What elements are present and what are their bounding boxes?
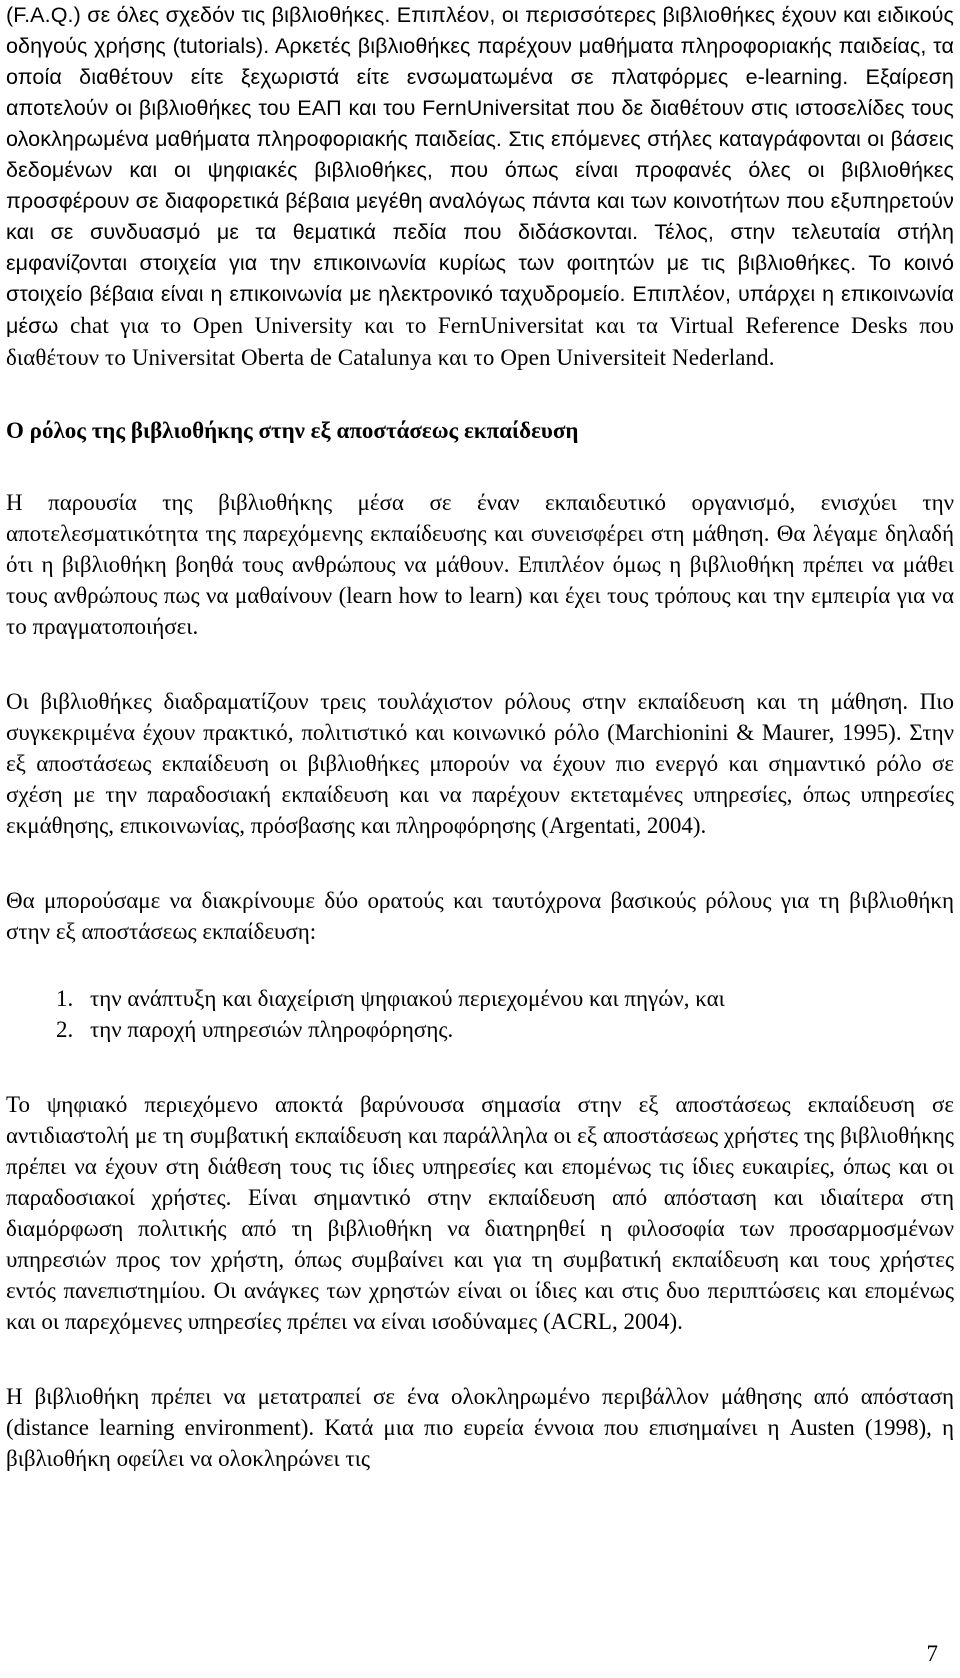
list-item-number: 1. bbox=[56, 986, 74, 1011]
list-item-number: 2. bbox=[56, 1017, 74, 1042]
page-number: 7 bbox=[926, 1641, 938, 1666]
list-item bbox=[56, 983, 954, 1014]
roles-list bbox=[6, 983, 954, 1045]
document-page bbox=[6, 0, 954, 1474]
list-item bbox=[56, 1014, 954, 1045]
paragraph-two-roles-intro: Θα μπορούσαμε να διακρίνουμε δύο ορατούς και ταυτόχρονα βασικούς ρόλους για τη βιβλιοθήκη στην εξ αποστάσεως εκπαίδευση: bbox=[6, 888, 954, 944]
paragraph-faq-tutorials-continuation: chat για το Open University και το FernUniversitat και τα Virtual Reference Desks που διαθέτουν το Universitat Oberta de Catalunya και το Open Universiteit Nederland. bbox=[6, 313, 954, 370]
paragraph-learning-environment: Η βιβλιοθήκη πρέπει να μετατραπεί σε ένα ολοκληρωμένο περιβάλλον μάθησης από απόσταση (distance learning environment). Κατά μια πιο ευρεία έννοια που επισημαίνει η Austen (1998), η βιβλιοθήκη οφείλει να ολοκληρώνει τις bbox=[6, 1384, 954, 1471]
list-item-text: την ανάπτυξη και διαχείριση ψηφιακού περιεχομένου και πηγών, και bbox=[90, 986, 725, 1011]
section-heading: Ο ρόλος της βιβλιοθήκης στην εξ αποστάσεως εκπαίδευση bbox=[6, 418, 579, 443]
paragraph-faq-tutorials bbox=[6, 0, 954, 374]
paragraph-library-presence: Η παρουσία της βιβλιοθήκης μέσα σε έναν εκπαιδευτικό οργανισμό, ενισχύει την αποτελεσματικότητα της παρεχόμενης εκπαίδευσης και συνεισφέρει στη μάθηση. Θα λέγαμε δηλαδή ότι η βιβλιοθήκη βοηθά τους ανθρώπους να μάθουν. Επιπλέον όμως η βιβλιοθήκη πρέπει να μάθει τους ανθρώπους πως να μαθαίνουν (learn how to learn) και έχει τους τρόπους και την εμπειρία για να το πραγματοποιήσει. bbox=[6, 490, 954, 639]
paragraph-digital-content: Το ψηφιακό περιεχόμενο αποκτά βαρύνουσα σημασία στην εξ αποστάσεως εκπαίδευση σε αντιδιαστολή με τη συμβατική εκπαίδευση και παράλληλα οι εξ αποστάσεως χρήστες της βιβλιοθήκης πρέπει να έχουν στη διάθεση τους τις ίδιες υπηρεσίες και επομένως τις ίδιες ευκαιρίες, όπως και οι παραδοσιακοί χρήστες. Είναι σημαντικό στην εκπαίδευση από απόσταση και ιδιαίτερα στη διαμόρφωση πολιτικής από τη βιβλιοθήκη να διατηρηθεί η φιλοσοφία των προσαρμοσμένων υπηρεσιών προς τον χρήστη, όπως συμβαίνει και για τη συμβατική εκπαίδευση και τους χρήστες εντός πανεπιστημίου. Οι ανάγκες των χρηστών είναι οι ίδιες και στις δυο περιπτώσεις και επομένως και οι παρεχόμενες υπηρεσίες πρέπει να είναι ισοδύναμες (ACRL, 2004). bbox=[6, 1092, 954, 1334]
paragraph-library-roles: Οι βιβλιοθήκες διαδραματίζουν τρεις τουλάχιστον ρόλους στην εκπαίδευση και τη μάθηση. Πιο συγκεκριμένα έχουν πρακτικό, πολιτιστικό και κοινωνικό ρόλο (Marchionini & Maurer, 1995). Στην εξ αποστάσεως εκπαίδευση οι βιβλιοθήκες μπορούν να έχουν πιο ενεργό και σημαντικό ρόλο σε σχέση με την παραδοσιακή εκπαίδευση και να παρέχουν εκτεταμένες υπηρεσίες, όπως υπηρεσίες εκμάθησης, επικοινωνίας, πρόσβασης και πληροφόρησης (Argentati, 2004). bbox=[6, 689, 954, 838]
paragraph-faq-tutorials-text: (F.A.Q.) σε όλες σχεδόν τις βιβλιοθήκες. Επιπλέον, οι περισσότερες βιβλιοθήκες έχουν και ειδικούς οδηγούς χρήσης (tutorials). Αρκετές βιβλιοθήκες παρέχουν μαθήματα πληροφοριακής παιδείας, τα οποία διαθέτουν είτε ξεχωριστά είτε ενσωματωμένα σε πλατφόρμες e-learning. Εξαίρεση αποτελούν οι βιβλιοθήκες του ΕΑΠ και του FernUniversitat που δε διαθέτουν στις ιστοσελίδες τους ολοκληρωμένα μαθήματα πληροφοριακής παιδείας. Στις επόμενες στήλες καταγράφονται οι βάσεις δεδομένων και οι ψηφιακές βιβλιοθήκες, που όπως είναι προφανές όλες οι βιβλιοθήκες προσφέρουν σε διαφορετικά βέβαια μεγέθη αναλόγως πάντα και των κοινοτήτων που εξυπηρετούν και σε συνδυασμό με τα θεματικά πεδία που διδάσκονται. Τέλος, στην τελευταία στήλη εμφανίζονται στοιχεία για την επικοινωνία κυρίως των φοιτητών με τις βιβλιοθήκες. Το κοινό στοιχείο βέβαια είναι η επικοινωνία με ηλεκτρονικό ταχυδρομείο. Επιπλέον, υπάρχει η επικοινωνία μέσω bbox=[6, 3, 954, 338]
list-item-text: την παροχή υπηρεσιών πληροφόρησης. bbox=[90, 1017, 454, 1042]
